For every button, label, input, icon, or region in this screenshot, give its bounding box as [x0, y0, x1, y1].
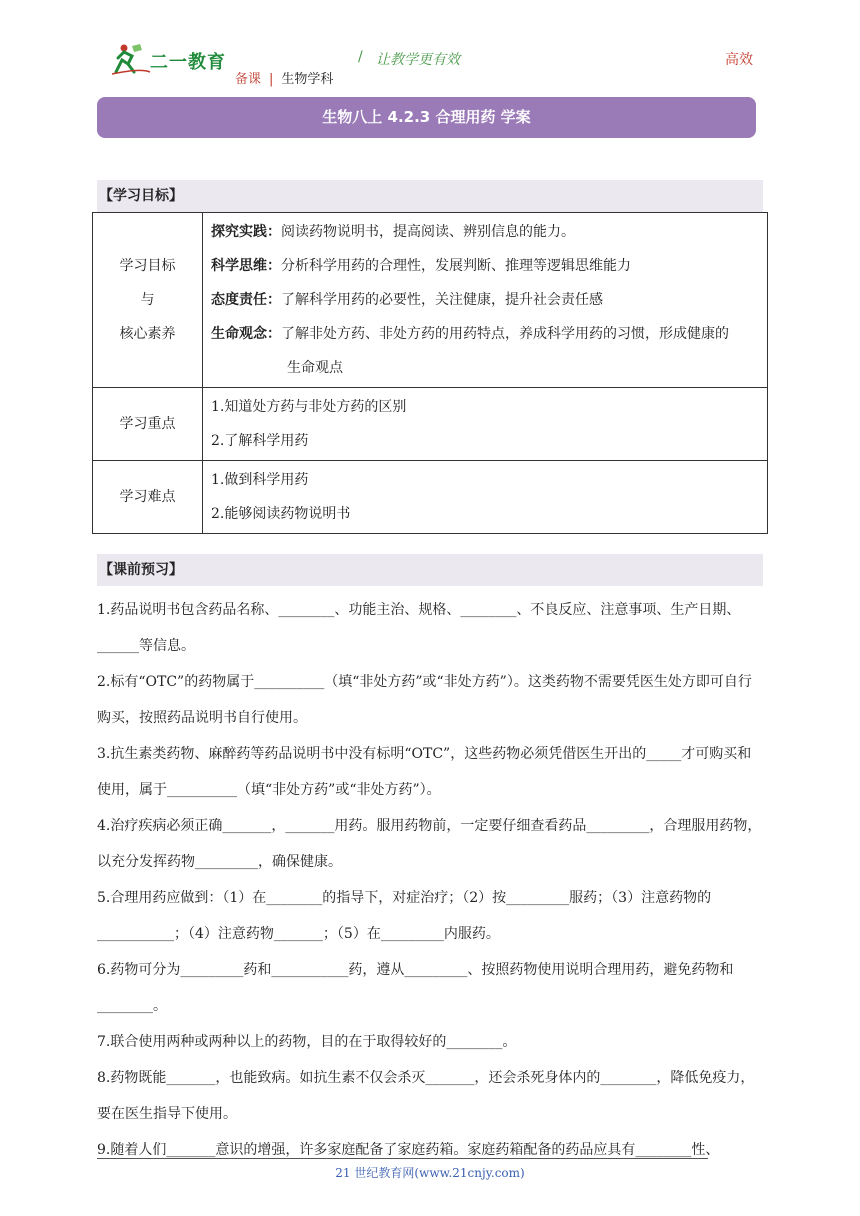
footer-source: 21 世纪教育网(www.21cnjy.com)	[335, 1166, 525, 1180]
table-row	[93, 213, 768, 388]
goals-content-cell	[203, 213, 768, 388]
key-points-label: 学习重点	[93, 388, 203, 461]
question-item: 1.药品说明书包含药品名称、________、功能主治、规格、________、不良反应、注意事项、生产日期、______等信息。	[97, 602, 741, 654]
efficiency-tag: 高效	[725, 52, 753, 68]
preview-heading: 【课前预习】	[97, 554, 763, 586]
question-item: 3.抗生素类药物、麻醉药等药品说明书中没有标明“OTC”，这些药物必须凭借医生开出的_____才可购买和使用，属于__________（填“非处方药”或“非处方药”）。	[97, 746, 752, 798]
key-points-cell	[203, 388, 768, 461]
goal-key: 态度责任：	[211, 292, 281, 308]
goal-text: 阅读药物说明书，提高阅读、辨别信息的能力。	[281, 224, 575, 240]
difficulty-line: 2.能够阅读药物说明书	[211, 506, 351, 522]
subject-separator: |	[269, 72, 274, 87]
goal-text: 了解科学用药的必要性，关注健康，提升社会责任感	[281, 292, 603, 308]
question-item: 6.药物可分为_________药和___________药，遵从_________、按照药物使用说明合理用药，避免药物和________。	[97, 962, 734, 1014]
goal-text: 了解非处方药、非处方药的用药特点，养成科学用药的习惯，形成健康的	[281, 326, 729, 342]
difficulties-cell	[203, 461, 768, 534]
footer-divider	[97, 1158, 708, 1159]
logo-text: 二一教育	[150, 52, 226, 73]
goals-heading: 【学习目标】	[97, 180, 763, 212]
key-point-line: 2.了解科学用药	[211, 433, 309, 449]
prep-label: 备课	[235, 72, 262, 87]
difficulty-line: 1.做到科学用药	[211, 472, 309, 488]
difficulties-label: 学习难点	[93, 461, 203, 534]
subject-label: 生物学科	[281, 72, 334, 87]
question-item: 7.联合使用两种或两种以上的药物，目的在于取得较好的________。	[97, 1034, 517, 1050]
goals-table	[92, 212, 768, 534]
key-point-line: 1.知道处方药与非处方药的区别	[211, 399, 407, 415]
preview-questions	[97, 592, 765, 1168]
question-item: 2.标有“OTC”的药物属于__________（填“非处方药”或“非处方药”）。这类药物不需要凭医生处方即可自行购买，按照药品说明书自行使用。	[97, 674, 752, 726]
goal-key: 探究实践：	[211, 224, 281, 240]
goal-item	[211, 317, 759, 351]
table-row	[93, 388, 768, 461]
question-item: 8.药物既能_______，也能致病。如抗生素不仅会杀灭_______，还会杀死身体内的________，降低免疫力，要在医生指导下使用。	[97, 1070, 755, 1122]
slogan: 让教学更有效	[376, 52, 460, 68]
goal-item	[211, 215, 759, 249]
goals-label-line: 学习目标	[119, 258, 176, 274]
subject-line	[235, 68, 333, 87]
goal-item-continuation: 生命观点	[287, 360, 343, 376]
goal-item	[211, 283, 759, 317]
goals-label-cell	[93, 213, 203, 388]
goal-text: 分析科学用药的合理性，发展判断、推理等逻辑思维能力	[281, 258, 631, 274]
question-item: 5.合理用药应做到：（1）在________的指导下，对症治疗；（2）按_________服药；（3）注意药物的___________；（4）注意药物_______；（5）在_________内服药。	[97, 890, 712, 942]
table-row	[93, 461, 768, 534]
goal-key: 科学思维：	[211, 258, 281, 274]
page-title: 生物八上 4.2.3 合理用药 学案	[97, 97, 756, 138]
question-item: 9.随着人们_______意识的增强，许多家庭配备了家庭药箱。家庭药箱配备的药品应具有________性、	[97, 1142, 720, 1158]
goals-label-line: 核心素养	[119, 326, 176, 342]
question-item: 4.治疗疾病必须正确_______，_______用药。服用药物前，一定要仔细查看药品_________，合理服用药物，以充分发挥药物_________，确保健康。	[97, 818, 762, 870]
goal-item	[211, 249, 759, 283]
page-header	[0, 0, 860, 96]
slogan-slash: /	[358, 49, 363, 65]
goals-label-line: 与	[140, 292, 155, 308]
goal-key: 生命观念：	[211, 326, 281, 342]
